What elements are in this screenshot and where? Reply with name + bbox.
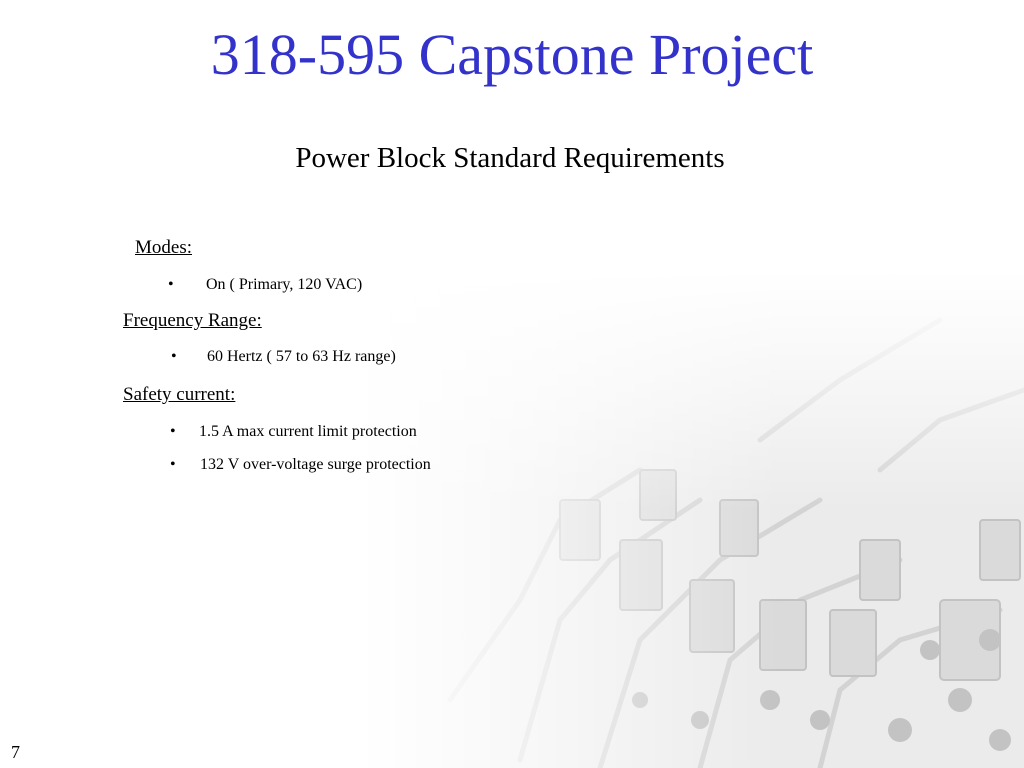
bullet-icon: •	[170, 423, 176, 440]
section-heading-safety-current: Safety current:	[123, 384, 236, 405]
bullet-text: On ( Primary, 120 VAC)	[206, 276, 363, 293]
bullet-icon: •	[171, 348, 177, 365]
bullet-text: 132 V over-voltage surge protection	[200, 456, 431, 473]
page-number: 7	[11, 742, 20, 762]
bullet-text: 1.5 A max current limit protection	[199, 423, 417, 440]
bullet-icon: •	[168, 276, 174, 293]
slide-subtitle: Power Block Standard Requirements	[295, 142, 725, 174]
bullet-icon: •	[170, 456, 176, 473]
section-heading-frequency-range: Frequency Range:	[123, 310, 262, 331]
bullet-text: 60 Hertz ( 57 to 63 Hz range)	[207, 348, 396, 365]
slide-title: 318-595 Capstone Project	[210, 22, 814, 87]
section-heading-modes: Modes:	[135, 237, 192, 258]
